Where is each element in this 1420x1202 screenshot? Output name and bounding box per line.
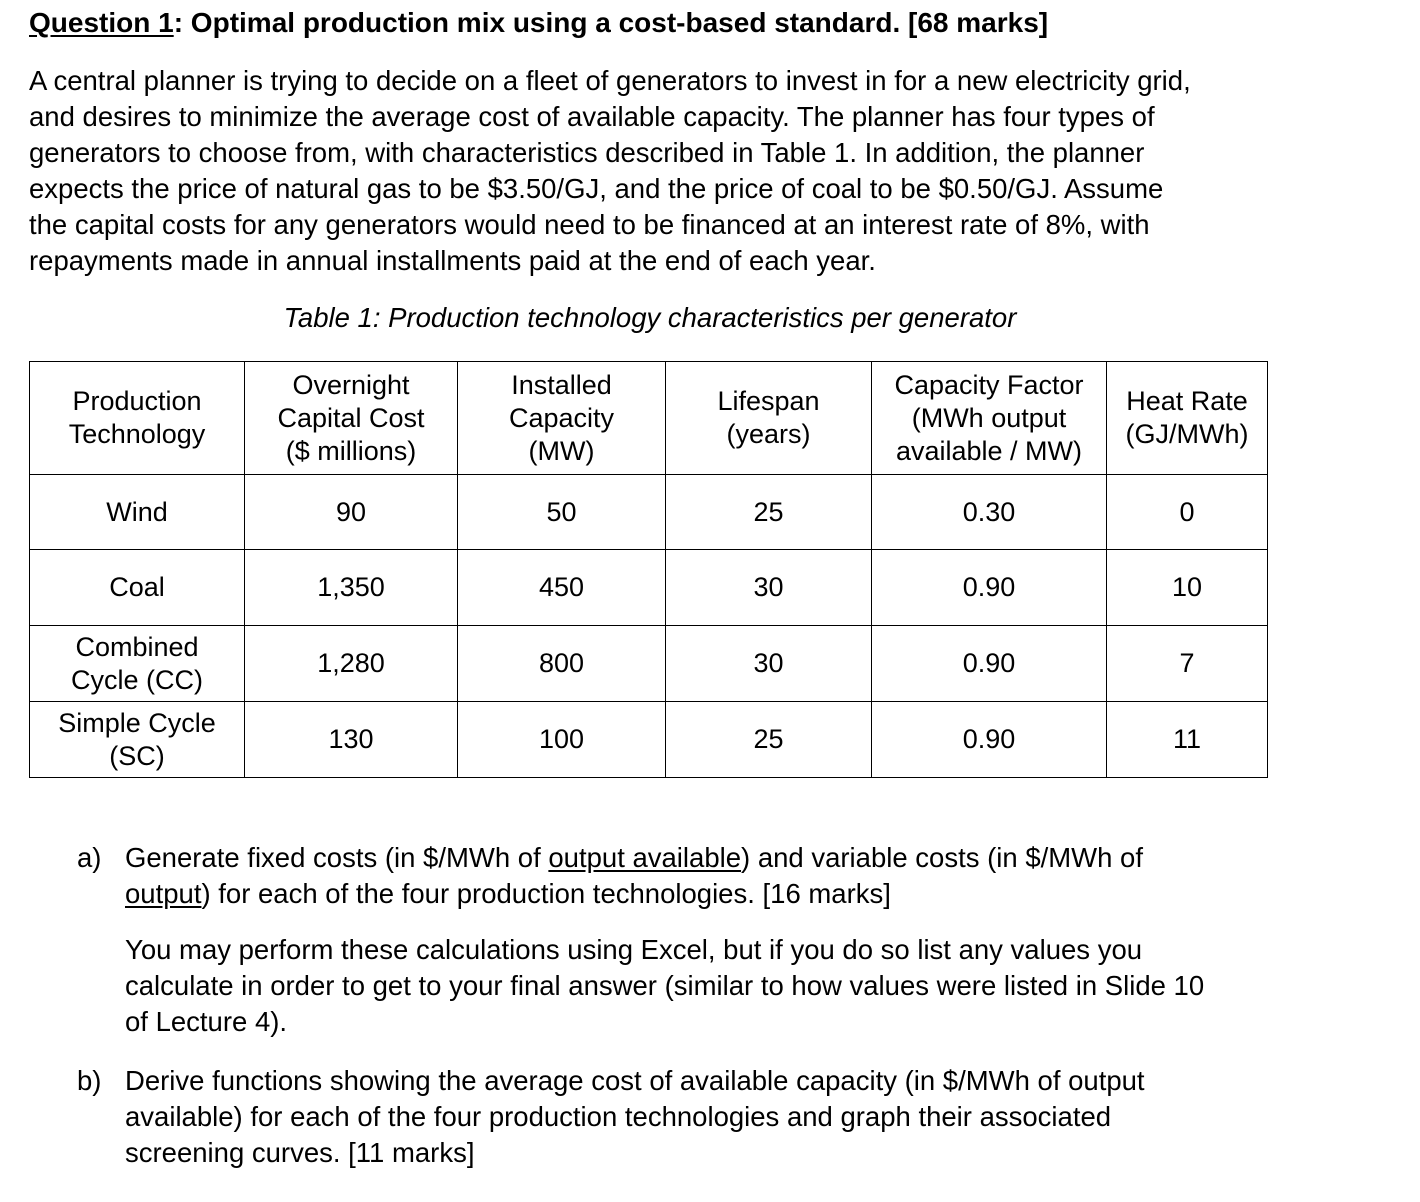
intro-line: the capital costs for any generators would need to be financed at an interest rate of 8%, with xyxy=(29,209,1150,240)
cell-capacity: 100 xyxy=(458,702,666,778)
cell-capacity-factor: 0.90 xyxy=(872,626,1107,702)
part-a-body xyxy=(125,840,1305,1040)
part-b-line: Derive functions showing the average cost of available capacity (in $/MWh of output xyxy=(125,1065,1145,1096)
table-row xyxy=(30,475,1268,550)
table-header-row xyxy=(30,362,1268,475)
part-b-body xyxy=(125,1063,1305,1171)
cell-capital-cost: 90 xyxy=(245,475,458,550)
header-overnight-capital-cost: Overnight Capital Cost ($ millions) xyxy=(245,362,458,475)
intro-line: repayments made in annual installments paid at the end of each year. xyxy=(29,245,876,276)
part-a-note-line: of Lecture 4). xyxy=(125,1006,288,1037)
intro-line: and desires to minimize the average cost of available capacity. The planner has four types of xyxy=(29,101,1155,132)
cell-capacity-factor: 0.90 xyxy=(872,702,1107,778)
cell-technology: Simple Cycle (SC) xyxy=(30,702,245,778)
cell-capacity-factor: 0.30 xyxy=(872,475,1107,550)
header-installed-capacity: Installed Capacity (MW) xyxy=(458,362,666,475)
cell-technology: Combined Cycle (CC) xyxy=(30,626,245,702)
intro-line: expects the price of natural gas to be $3.50/GJ, and the price of coal to be $0.50/GJ. Assume xyxy=(29,173,1164,204)
part-a-line: Generate fixed costs (in $/MWh of output available) and variable costs (in $/MWh of xyxy=(125,842,1143,873)
table-row xyxy=(30,626,1268,702)
cell-capital-cost: 1,280 xyxy=(245,626,458,702)
table-row xyxy=(30,702,1268,778)
table-row xyxy=(30,550,1268,626)
cell-capacity: 800 xyxy=(458,626,666,702)
intro-line: A central planner is trying to decide on a fleet of generators to invest in for a new electricity grid, xyxy=(29,65,1191,96)
cell-capacity: 50 xyxy=(458,475,666,550)
part-b-letter: b) xyxy=(77,1065,102,1096)
part-a-note-line: calculate in order to get to your final answer (similar to how values were listed in Slide 10 xyxy=(125,970,1205,1001)
cell-capacity: 450 xyxy=(458,550,666,626)
part-b-line: available) for each of the four production technologies and graph their associated xyxy=(125,1101,1112,1132)
cell-lifespan: 30 xyxy=(666,550,872,626)
cell-capital-cost: 130 xyxy=(245,702,458,778)
header-capacity-factor: Capacity Factor (MWh output available / MW) xyxy=(872,362,1107,475)
intro-paragraph xyxy=(29,63,1289,279)
cell-lifespan: 30 xyxy=(666,626,872,702)
header-heat-rate: Heat Rate (GJ/MWh) xyxy=(1107,362,1268,475)
part-a-note-line: You may perform these calculations using Excel, but if you do so list any values you xyxy=(125,934,1143,965)
part-a-letter: a) xyxy=(77,842,102,873)
cell-technology: Coal xyxy=(30,550,245,626)
cell-lifespan: 25 xyxy=(666,475,872,550)
header-production-technology: Production Technology xyxy=(30,362,245,475)
question-title xyxy=(29,5,1048,41)
cell-capacity-factor: 0.90 xyxy=(872,550,1107,626)
cell-heat-rate: 10 xyxy=(1107,550,1268,626)
cell-technology: Wind xyxy=(30,475,245,550)
cell-heat-rate: 11 xyxy=(1107,702,1268,778)
cell-capital-cost: 1,350 xyxy=(245,550,458,626)
header-lifespan: Lifespan (years) xyxy=(666,362,872,475)
cell-heat-rate: 7 xyxy=(1107,626,1268,702)
intro-line: generators to choose from, with characteristics described in Table 1. In addition, the planner xyxy=(29,137,1145,168)
part-a-line: output) for each of the four production technologies. [16 marks] xyxy=(125,878,891,909)
production-technology-table xyxy=(29,361,1268,778)
cell-heat-rate: 0 xyxy=(1107,475,1268,550)
part-b-line: screening curves. [11 marks] xyxy=(125,1137,475,1168)
question-number: Question 1 xyxy=(29,7,174,38)
question-title-text: : Optimal production mix using a cost-based standard. [68 marks] xyxy=(173,7,1049,38)
table-caption: Table 1: Production technology characteristics per generator xyxy=(283,302,1017,333)
cell-lifespan: 25 xyxy=(666,702,872,778)
